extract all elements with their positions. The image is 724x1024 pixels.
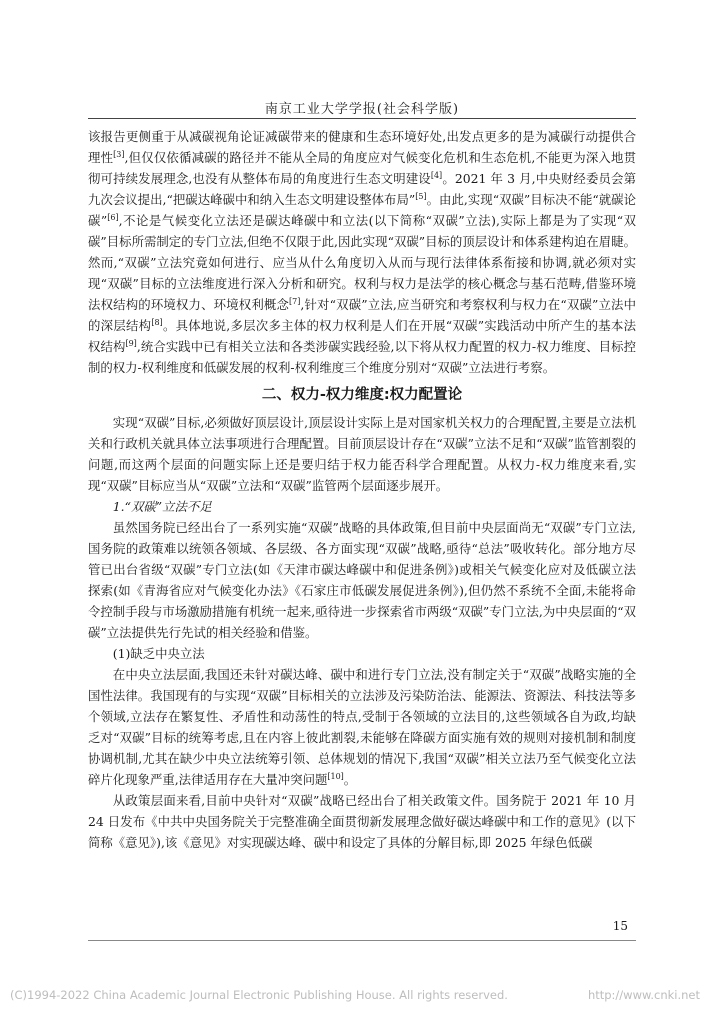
subheading-2: (1)缺乏中央立法 [112, 646, 205, 661]
citation: [3] [113, 149, 125, 159]
citation: [6] [107, 212, 119, 222]
footer-rule [88, 940, 636, 941]
journal-header: 南京工业大学学报(社会科学版) [264, 102, 460, 117]
paragraph-3: 虽然国务院已经出台了一系列实施“双碳”战略的具体政策,但目前中央层面尚无“双碳”专门立法,国务院的政策难以统领各领域、各层级、各方面实现“双碳”战略,亟待“总法”吸收转化。部分地方尽管已出台省级“双碳”专门立法(如《天津市碳达峰碳中和促进条例》)或相关气候变化应对及低碳立法探索(如《青海省应对气候变化办法》《石家庄市低碳发展促进条例》),但仍然不系统不全面,未能将命令控制手段与市场激励措施有机统一起来,亟待进一步探索省市两级“双碳”专门立法,为中央层面的“双碳”立法提供先行先试的相关经验和借鉴。 [88, 520, 636, 640]
subheading-1: 1.“双碳”立法不足 [112, 499, 212, 514]
website-link[interactable]: http://www.cnki.net [587, 988, 700, 1002]
paragraph-4 [88, 664, 636, 790]
citation: [10] [327, 771, 344, 781]
text-run: ,不论是气候变化立法还是碳达峰碳中和立法(以下简称“双碳”立法),实际上都是为了实现“双碳”目标所需制定的专门立法,但绝不仅限于此,因此实现“双碳”目标的顶层设计和体系建构迫在眉睫。然而,“双碳”立法究竟如何进行、应当从什么角度切入从而与现行法律体系衔接和协调,就必须对实现“双碳”目标的立法维度进行深入分析和研究。权利与权力是法学的核心概念与基石范畴,借鉴环境法权结构的环境权力、环境权利概念 [88, 213, 636, 312]
text-run: 。 [343, 772, 357, 787]
text-run: ,针对“双碳”立法,应当研究和考察权利与权力在“双碳”立法中的深层结构 [88, 297, 636, 333]
header-rule [88, 118, 636, 119]
text-run: 在中央立法层面,我国还未针对碳达峰、碳中和进行专门立法,没有制定关于“双碳”战略实施的全国性法律。我国现有的与实现“双碳”目标相关的立法涉及污染防治法、能源法、资源法、科技法等多个领域,立法存在繁复性、矛盾性和动荡性的特点,受制于各领域的立法目的,这些领域各自为政,均缺乏对“双碳”目标的统筹考虑,且在内容上彼此割裂,未能够在降碳方面实施有效的规则对接机制和制度协调机制,尤其在缺少中央立法统筹引领、总体规划的情况下,我国“双碳”相关立法乃至气候变化立法碎片化现象严重,法律适用存在大量冲突问题 [88, 667, 636, 787]
text-run: 。2021 年 3 月,中央财经委员会第九次会议提出,“把碳达峰碳中和纳入生态文明建设整体布局” [88, 171, 636, 207]
text-run: ,但仅仅依循减碳的路径并不能从全局的角度应对气候变化危机和生态危机,不能更为深入地贯彻可持续发展理念,也没有从整体布局的角度进行生态文明建设 [88, 150, 636, 186]
citation: [8] [151, 317, 163, 327]
article-body [88, 126, 636, 853]
text-run: ,统合实践中已有相关立法和各类涉碳实践经验,以下将从权力配置的权力-权力维度、目标控制的权力-权利维度和低碳发展的权利-权利维度三个维度分别对“双碳”立法进行考察。 [88, 339, 636, 375]
citation: [5] [415, 191, 427, 201]
paragraph-2: 实现“双碳”目标,必须做好顶层设计,顶层设计实际上是对国家机关权力的合理配置,主要是立法机关和行政机关就具体立法事项进行合理配置。目前顶层设计存在“双碳”立法不足和“双碳”监管割裂的问题,而这两个层面的问题实际上还是要归结于权力能否科学合理配置。从权力-权力维度来看,实现“双碳”目标应当从“双碳”立法和“双碳”监管两个层面逐步展开。 [88, 415, 636, 493]
citation: [4] [430, 170, 443, 180]
citation: [7] [289, 296, 301, 306]
copyright-notice: (C)1994-2022 China Academic Journal Electronic Publishing House. All rights reserved. [10, 988, 508, 1002]
text-run: 该报告更侧重于从减碳视角论证减碳带来的健康和生态环境好处,出发点更多的是为减碳行动提供合理性 [88, 129, 636, 165]
text-run: 。由此,实现“双碳”目标决不能“就碳论碳” [88, 192, 636, 228]
paragraph-1 [88, 126, 636, 378]
citation: [9] [125, 338, 137, 348]
paragraph-5: 从政策层面来看,目前中央针对“双碳”战略已经出台了相关政策文件。国务院于 2021 年 10 月 24 日发布《中共中央国务院关于完整准确全面贯彻新发展理念做好碳达峰碳中和工作的意见》(以下简称《意见》),该《意见》对实现碳达峰、碳中和设定了具体的分解目标,即 2025 年绿色低碳 [88, 793, 636, 850]
page-number: 15 [612, 919, 628, 933]
section-heading: 二、权力-权力维度:权力配置论 [261, 387, 463, 403]
text-run: 。具体地说,多层次多主体的权力权利是人们在开展“双碳”实践活动中所产生的基本法权结构 [88, 318, 637, 354]
